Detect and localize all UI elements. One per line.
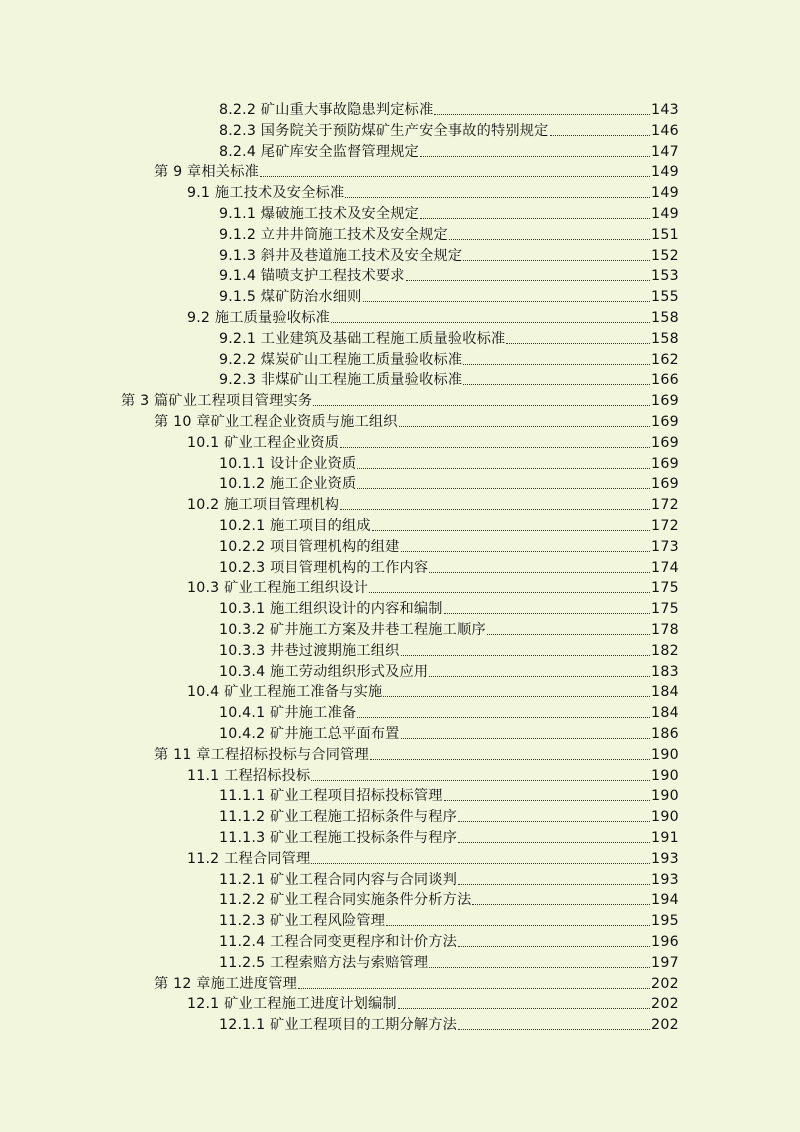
toc-entry[interactable]	[219, 244, 679, 265]
toc-entry-title: 8.2.3 国务院关于预防煤矿生产安全事故的特别规定	[219, 122, 549, 139]
toc-entry-title: 11.2.3 矿业工程风险管理	[219, 913, 386, 930]
toc-page-number: 149	[651, 185, 679, 202]
toc-dot-leader	[420, 217, 650, 219]
toc-page-number: 193	[651, 850, 679, 867]
toc-dot-leader	[357, 467, 650, 469]
toc-entry[interactable]	[219, 202, 679, 223]
toc-entry[interactable]	[219, 472, 679, 493]
toc-page-number: 194	[651, 892, 679, 909]
toc-entry-title: 12.1 矿业工程施工进度计划编制	[187, 996, 397, 1013]
toc-entry[interactable]	[219, 556, 679, 577]
toc-entry-title: 10.4.2 矿井施工总平面布置	[219, 726, 400, 742]
toc-dot-leader	[260, 175, 650, 177]
toc-entry-title: 第 9 章相关标准	[154, 164, 259, 181]
toc-dot-leader	[458, 820, 650, 822]
toc-entry[interactable]	[219, 327, 679, 348]
toc-entry-title: 10.2.1 施工项目的组成	[219, 518, 371, 534]
toc-page-number: 169	[651, 476, 679, 493]
toc-entry[interactable]	[219, 888, 679, 909]
toc-dot-leader	[311, 779, 650, 781]
toc-entry-title: 10.2 施工项目管理机构	[187, 497, 340, 514]
toc-page-number: 147	[651, 143, 679, 160]
toc-page-number: 202	[651, 996, 679, 1013]
toc-dot-leader	[383, 695, 650, 697]
toc-page-number: 162	[651, 351, 679, 368]
toc-entry[interactable]	[219, 805, 679, 826]
toc-entry-title: 8.2.4 尾矿库安全监督管理规定	[219, 143, 420, 160]
toc-entry[interactable]	[219, 826, 679, 847]
toc-entry-title: 11.2.5 工程索赔方法与索赔管理	[219, 954, 429, 971]
toc-entry[interactable]	[219, 1013, 679, 1034]
toc-dot-leader	[458, 1028, 650, 1030]
toc-page-number: 174	[651, 559, 679, 576]
toc-entry-title: 12.1.1 矿业工程项目的工期分解方法	[219, 1017, 458, 1034]
toc-page-number: 143	[651, 102, 679, 118]
toc-dot-leader	[401, 550, 650, 552]
toc-page-number: 169	[651, 434, 679, 451]
toc-dot-leader	[449, 238, 650, 240]
toc-page-number: 149	[651, 164, 679, 181]
toc-entry-title: 第 11 章工程招标投标与合同管理	[154, 746, 369, 763]
toc-entry[interactable]	[187, 306, 679, 327]
toc-page-number: 172	[651, 497, 679, 514]
toc-dot-leader	[420, 155, 650, 157]
toc-dot-leader	[472, 903, 650, 905]
toc-page-number: 173	[651, 538, 679, 555]
toc-entry-title: 11.2.2 矿业工程合同实施条件分析方法	[219, 892, 472, 909]
toc-dot-leader	[357, 487, 650, 489]
toc-dot-leader	[406, 279, 650, 281]
toc-page-number: 172	[651, 518, 679, 534]
toc-dot-leader	[311, 862, 650, 864]
toc-entry-title: 11.2.1 矿业工程合同内容与合同谈判	[219, 871, 458, 888]
toc-entry-title: 11.1.2 矿业工程施工招标条件与程序	[219, 809, 458, 826]
toc-entry[interactable]	[154, 743, 679, 764]
toc-dot-leader	[444, 799, 650, 801]
toc-dot-leader	[340, 508, 650, 510]
toc-dot-leader	[444, 612, 650, 614]
toc-dot-leader	[506, 342, 650, 344]
toc-entry-title: 10.2.2 项目管理机构的组建	[219, 538, 400, 555]
toc-entry[interactable]	[219, 784, 679, 805]
toc-entry[interactable]	[219, 223, 679, 244]
toc-entry-title: 9.1.2 立井井筒施工技术及安全规定	[219, 226, 448, 243]
toc-entry[interactable]	[219, 264, 679, 285]
toc-entry[interactable]	[219, 951, 679, 972]
toc-entry[interactable]	[219, 639, 679, 660]
toc-dot-leader	[298, 987, 650, 989]
toc-page-number: 166	[651, 372, 679, 389]
toc-page-number: 169	[651, 414, 679, 430]
toc-entry[interactable]	[219, 285, 679, 306]
toc-entry[interactable]	[219, 119, 679, 140]
toc-entry[interactable]	[219, 930, 679, 951]
toc-dot-leader	[429, 966, 650, 968]
toc-entry-title: 10.3.2 矿井施工方案及井巷工程施工顺序	[219, 622, 486, 638]
toc-entry[interactable]	[219, 722, 679, 743]
toc-entry[interactable]	[219, 452, 679, 473]
toc-dot-leader	[429, 571, 650, 573]
toc-page-number: 202	[651, 975, 679, 992]
toc-page-number: 158	[651, 330, 679, 347]
toc-page-number: 186	[651, 726, 679, 742]
toc-dot-leader	[345, 196, 650, 198]
toc-page-number: 190	[651, 746, 679, 763]
toc-page-number: 169	[651, 455, 679, 472]
toc-entry-title: 10.1 矿业工程企业资质	[187, 434, 340, 451]
toc-dot-leader	[429, 675, 650, 677]
toc-entry-title: 9.2.1 工业建筑及基础工程施工质量验收标准	[219, 330, 506, 347]
toc-page-number: 182	[651, 642, 679, 659]
toc-dot-leader	[369, 591, 650, 593]
toc-entry[interactable]	[219, 140, 679, 161]
toc-entry-title: 9.1.3 斜井及巷道施工技术及安全规定	[219, 247, 463, 264]
toc-page-number: 190	[651, 809, 679, 826]
toc-page-number: 202	[651, 1017, 679, 1034]
toc-dot-leader	[550, 134, 650, 136]
toc-dot-leader	[386, 924, 650, 926]
toc-entry-title: 10.3 矿业工程施工组织设计	[187, 580, 368, 597]
toc-dot-leader	[399, 425, 650, 427]
toc-entry[interactable]	[219, 701, 679, 722]
toc-page-number: 178	[651, 622, 679, 638]
toc-page-number: 151	[651, 226, 679, 243]
toc-entry[interactable]	[154, 410, 679, 431]
toc-page-number: 195	[651, 913, 679, 930]
toc-entry[interactable]	[121, 389, 679, 410]
toc-entry-title: 11.2.4 工程合同变更程序和计价方法	[219, 934, 458, 950]
toc-entry[interactable]	[219, 660, 679, 681]
toc-entry[interactable]	[219, 348, 679, 369]
toc-page-number: 175	[651, 580, 679, 597]
toc-entry-title: 10.1.2 施工企业资质	[219, 476, 357, 493]
toc-entry[interactable]	[219, 535, 679, 556]
toc-entry[interactable]	[219, 909, 679, 930]
toc-dot-leader	[458, 883, 650, 885]
toc-entry-title: 9.1.4 锚喷支护工程技术要求	[219, 268, 405, 285]
toc-entry[interactable]	[187, 181, 679, 202]
toc-page-number: 149	[651, 206, 679, 222]
toc-entry-title: 9.2.3 非煤矿山工程施工质量验收标准	[219, 372, 463, 389]
toc-page-number: 196	[651, 934, 679, 950]
toc-dot-leader	[463, 259, 650, 261]
toc-entry-title: 9.2.2 煤炭矿山工程施工质量验收标准	[219, 351, 463, 368]
toc-dot-leader	[370, 758, 650, 760]
toc-dot-leader	[372, 529, 650, 531]
toc-entry-title: 11.1 工程招标投标	[187, 767, 311, 784]
toc-entry-title: 11.1.1 矿业工程项目招标投标管理	[219, 788, 443, 805]
toc-entry-title: 10.4.1 矿井施工准备	[219, 705, 357, 722]
toc-entry[interactable]	[187, 576, 679, 597]
toc-entry[interactable]	[154, 160, 679, 181]
toc-dot-leader	[331, 321, 650, 323]
toc-page-number: 190	[651, 767, 679, 784]
toc-entry-title: 11.2 工程合同管理	[187, 850, 311, 867]
toc-entry-title: 10.3.4 施工劳动组织形式及应用	[219, 663, 429, 680]
toc-entry[interactable]	[219, 98, 679, 119]
toc-entry-title: 11.1.3 矿业工程施工投标条件与程序	[219, 830, 458, 846]
toc-entry[interactable]	[187, 431, 679, 452]
toc-entry-title: 10.3.1 施工组织设计的内容和编制	[219, 601, 443, 618]
toc-entry[interactable]	[219, 597, 679, 618]
toc-page-number: 184	[651, 705, 679, 722]
toc-dot-leader	[340, 446, 650, 448]
toc-entry-title: 10.2.3 项目管理机构的工作内容	[219, 559, 429, 576]
toc-entry[interactable]	[219, 514, 679, 535]
toc-page-number: 152	[651, 247, 679, 264]
toc-dot-leader	[398, 1007, 650, 1009]
toc-page-number: 146	[651, 122, 679, 139]
toc-entry[interactable]	[187, 764, 679, 785]
toc-entry-title: 10.1.1 设计企业资质	[219, 455, 357, 472]
toc-entry-title: 9.2 施工质量验收标准	[187, 310, 330, 326]
toc-entry[interactable]	[219, 868, 679, 889]
toc-dot-leader	[313, 404, 650, 406]
toc-page-number: 169	[651, 393, 679, 410]
toc-dot-leader	[401, 737, 650, 739]
toc-entry-title: 9.1 施工技术及安全标准	[187, 185, 345, 202]
toc-entry-title: 第 3 篇矿业工程项目管理实务	[121, 393, 313, 410]
toc-entry[interactable]	[187, 847, 679, 868]
toc-entry-title: 8.2.2 矿山重大事故隐患判定标准	[219, 102, 434, 118]
toc-entry-title: 9.1.5 煤矿防治水细则	[219, 289, 362, 306]
toc-dot-leader	[363, 300, 650, 302]
toc-dot-leader	[463, 363, 650, 365]
toc-page-number: 183	[651, 663, 679, 680]
toc-page-number: 193	[651, 871, 679, 888]
toc-entry-title: 10.3.3 井巷过渡期施工组织	[219, 642, 400, 659]
toc-entry[interactable]	[219, 618, 679, 639]
toc-page-number: 184	[651, 684, 679, 701]
toc-entry-title: 第 12 章施工进度管理	[154, 975, 297, 992]
toc-page-number: 158	[651, 310, 679, 326]
toc-dot-leader	[357, 716, 650, 718]
toc-entry[interactable]	[154, 972, 679, 993]
toc-page-number: 153	[651, 268, 679, 285]
toc-page-number: 190	[651, 788, 679, 805]
toc-page-number: 191	[651, 830, 679, 846]
toc-entry[interactable]	[187, 680, 679, 701]
toc-entry-title: 第 10 章矿业工程企业资质与施工组织	[154, 414, 398, 430]
toc-entry[interactable]	[187, 493, 679, 514]
toc-entry[interactable]	[219, 368, 679, 389]
toc-page-number: 175	[651, 601, 679, 618]
toc-entry-title: 9.1.1 爆破施工技术及安全规定	[219, 206, 420, 222]
toc-dot-leader	[463, 383, 650, 385]
toc-dot-leader	[434, 113, 650, 115]
toc-dot-leader	[401, 654, 650, 656]
toc-dot-leader	[487, 633, 650, 635]
toc-dot-leader	[458, 841, 650, 843]
toc-entry-title: 10.4 矿业工程施工准备与实施	[187, 684, 383, 701]
toc-page-number: 197	[651, 954, 679, 971]
toc-page-number: 155	[651, 289, 679, 306]
toc-entry[interactable]	[187, 992, 679, 1013]
toc-dot-leader	[458, 945, 650, 947]
